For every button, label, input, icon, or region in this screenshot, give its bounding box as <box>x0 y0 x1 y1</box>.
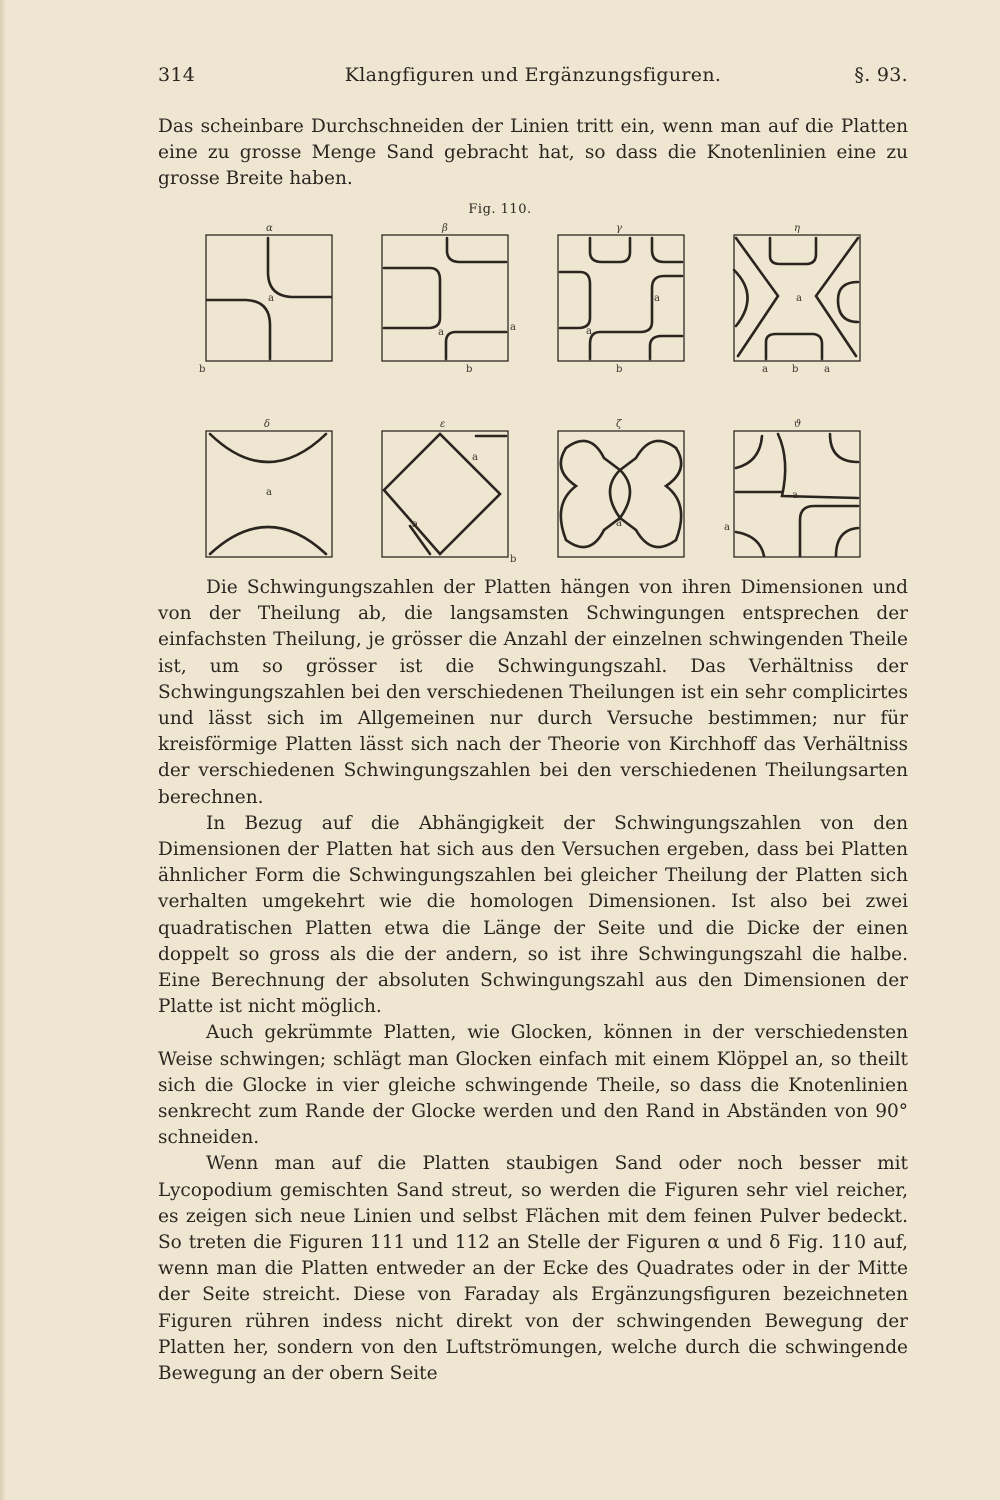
paragraph: Wenn man auf die Platten staubigen Sand oder noch besser mit Lycopodium gemischten Sand streut, so werden die Figuren sehr viel reicher, es zeigen sich neue Linien und selbst Flächen mit dem feinen Pulver bedeckt. So treten die Figuren 111 und 112 an Stelle der Figuren α und δ Fig. 110 auf, wenn man die Platten entweder an der Ecke des Quadrates oder in der Mitte der Seite streicht. Diese von Faraday als Ergänzungsfiguren bezeichneten Figuren rühren indess nicht direkt von der schwingenden Bewegung der Platten her, sondern von den Luftströmungen, welche durch die schwingende Bewegung an der obern Seite <box>158 1153 908 1385</box>
paragraph: Die Schwingungszahlen der Platten hängen von ihren Dimensionen und von der Theilung ab, die langsamsten Schwingungen entsprechen der einfachsten Theilung, je grösser die Anzahl der einzelnen schwingenden Theile ist, um so grösser ist die Schwingungszahl. Das Verhältniss der Schwingungszahlen bei den verschiedenen Theilungen ist ein sehr complicirtes und lässt sich im Allgemeinen nur durch Versuche bestimmen; nur für kreisförmige Platten lässt sich nach der Theorie von Kirchhoff das Verhältniss der verschiedenen Schwingungszahlen bei den verschiedenen Theilungsarten berechnen. <box>158 577 908 808</box>
nodal-line <box>566 518 676 547</box>
nodal-line <box>770 238 816 264</box>
panel-label-beta: β <box>442 223 448 234</box>
nodal-line <box>560 272 590 328</box>
panel-label-alpha: α <box>266 223 273 234</box>
nodal-line <box>816 238 858 356</box>
point-label: a <box>792 490 798 501</box>
nodal-line <box>207 300 270 359</box>
point-label: a <box>586 326 592 337</box>
point-label: a <box>412 519 418 530</box>
figure-caption: Fig. 110. <box>468 202 532 217</box>
paragraph: In Bezug auf die Abhängigkeit der Schwingungszahlen von den Dimensionen der Platten hat sich aus den Versuchen ergeben, dass bei Platten ähnlicher Form die Schwingungszahlen bei gleicher Theilung der Platten sich verhalten umgekehrt wie die homologen Dimensionen. Ist also bei zwei quadratischen Platten etwa die Länge der Seite und die Dicke der einen doppelt so gross als die der andern, so ist ihre Schwingungszahl die halbe. Eine Berechnung der absoluten Schwingungszahl aus den Dimensionen der Platte ist nicht möglich. <box>158 812 908 1018</box>
nodal-line <box>650 336 682 359</box>
plate-delta <box>206 431 332 557</box>
nodal-line <box>210 527 326 554</box>
panel-label-zeta: ζ <box>616 419 622 430</box>
plate-beta <box>382 235 508 361</box>
nodal-line <box>666 448 681 540</box>
nodal-line <box>447 238 506 262</box>
plate-eta <box>734 235 860 361</box>
nodal-line <box>766 334 822 359</box>
nodal-line <box>830 434 858 462</box>
panel-label-delta: δ <box>264 419 271 430</box>
plate-theta <box>734 431 860 557</box>
nodal-line <box>384 434 500 554</box>
nodal-line <box>800 506 858 556</box>
nodal-line <box>736 238 778 356</box>
panel-label-theta: ϑ <box>794 419 802 430</box>
nodal-line <box>268 238 331 297</box>
panel-label-gamma: γ <box>616 223 622 234</box>
paragraph: Das scheinbare Durchschneiden der Linien tritt ein, wenn man auf die Platten eine zu grosse Menge Sand gebracht hat, so dass die Knotenlinien eine zu grosse Breite haben. <box>158 116 908 190</box>
point-label: a <box>824 364 830 375</box>
nodal-line <box>566 441 676 470</box>
plate-gamma <box>558 235 684 361</box>
panel-label-eta: η <box>794 223 800 234</box>
plate-zeta <box>558 431 684 557</box>
point-label: a <box>438 327 444 338</box>
nodal-line <box>610 470 630 518</box>
nodal-line <box>778 434 858 498</box>
nodal-line <box>446 332 506 359</box>
point-label: a <box>472 452 478 463</box>
nodal-line <box>734 270 748 326</box>
point-label: a <box>796 293 802 304</box>
plate-alpha <box>206 235 332 361</box>
point-label: b <box>510 554 517 565</box>
nodal-line <box>590 276 682 359</box>
running-title: Klangfiguren und Ergänzungsfiguren. <box>344 64 722 86</box>
section-number: §. 93. <box>854 64 908 86</box>
point-label: a <box>268 293 274 304</box>
plate-epsilon <box>382 431 508 557</box>
nodal-line <box>384 268 440 328</box>
nodal-line <box>410 526 430 554</box>
point-label: b <box>466 364 473 375</box>
panel-label-epsilon: ε <box>440 419 446 430</box>
page-number: 314 <box>158 64 196 86</box>
page-edge <box>0 0 6 1500</box>
point-label: b <box>792 364 799 375</box>
point-label: a <box>654 293 660 304</box>
body-text <box>158 575 908 1387</box>
point-label: b <box>199 364 206 375</box>
intro-paragraph <box>158 114 908 193</box>
point-label: a <box>266 487 272 498</box>
nodal-line <box>652 238 682 262</box>
nodal-line <box>210 434 326 462</box>
nodal-line <box>561 448 576 540</box>
nodal-line <box>736 436 762 468</box>
point-label: a <box>724 522 730 533</box>
point-label: a <box>510 322 516 333</box>
point-label: a <box>616 518 622 529</box>
point-label: a <box>762 364 768 375</box>
nodal-line <box>590 238 630 262</box>
nodal-line <box>736 532 764 556</box>
nodal-line <box>838 282 858 322</box>
nodal-line <box>836 528 858 556</box>
point-label: b <box>616 364 623 375</box>
running-head <box>158 64 908 92</box>
paragraph: Auch gekrümmte Platten, wie Glocken, können in der verschiedensten Weise schwingen; schlägt man Glocken einfach mit einem Klöppel an, so theilt sich die Glocke in vier gleiche schwingende Theile, so dass die Knotenlinien senkrecht zum Rande der Glocke werden und den Rand in Abständen von 90° schneiden. <box>158 1022 908 1149</box>
